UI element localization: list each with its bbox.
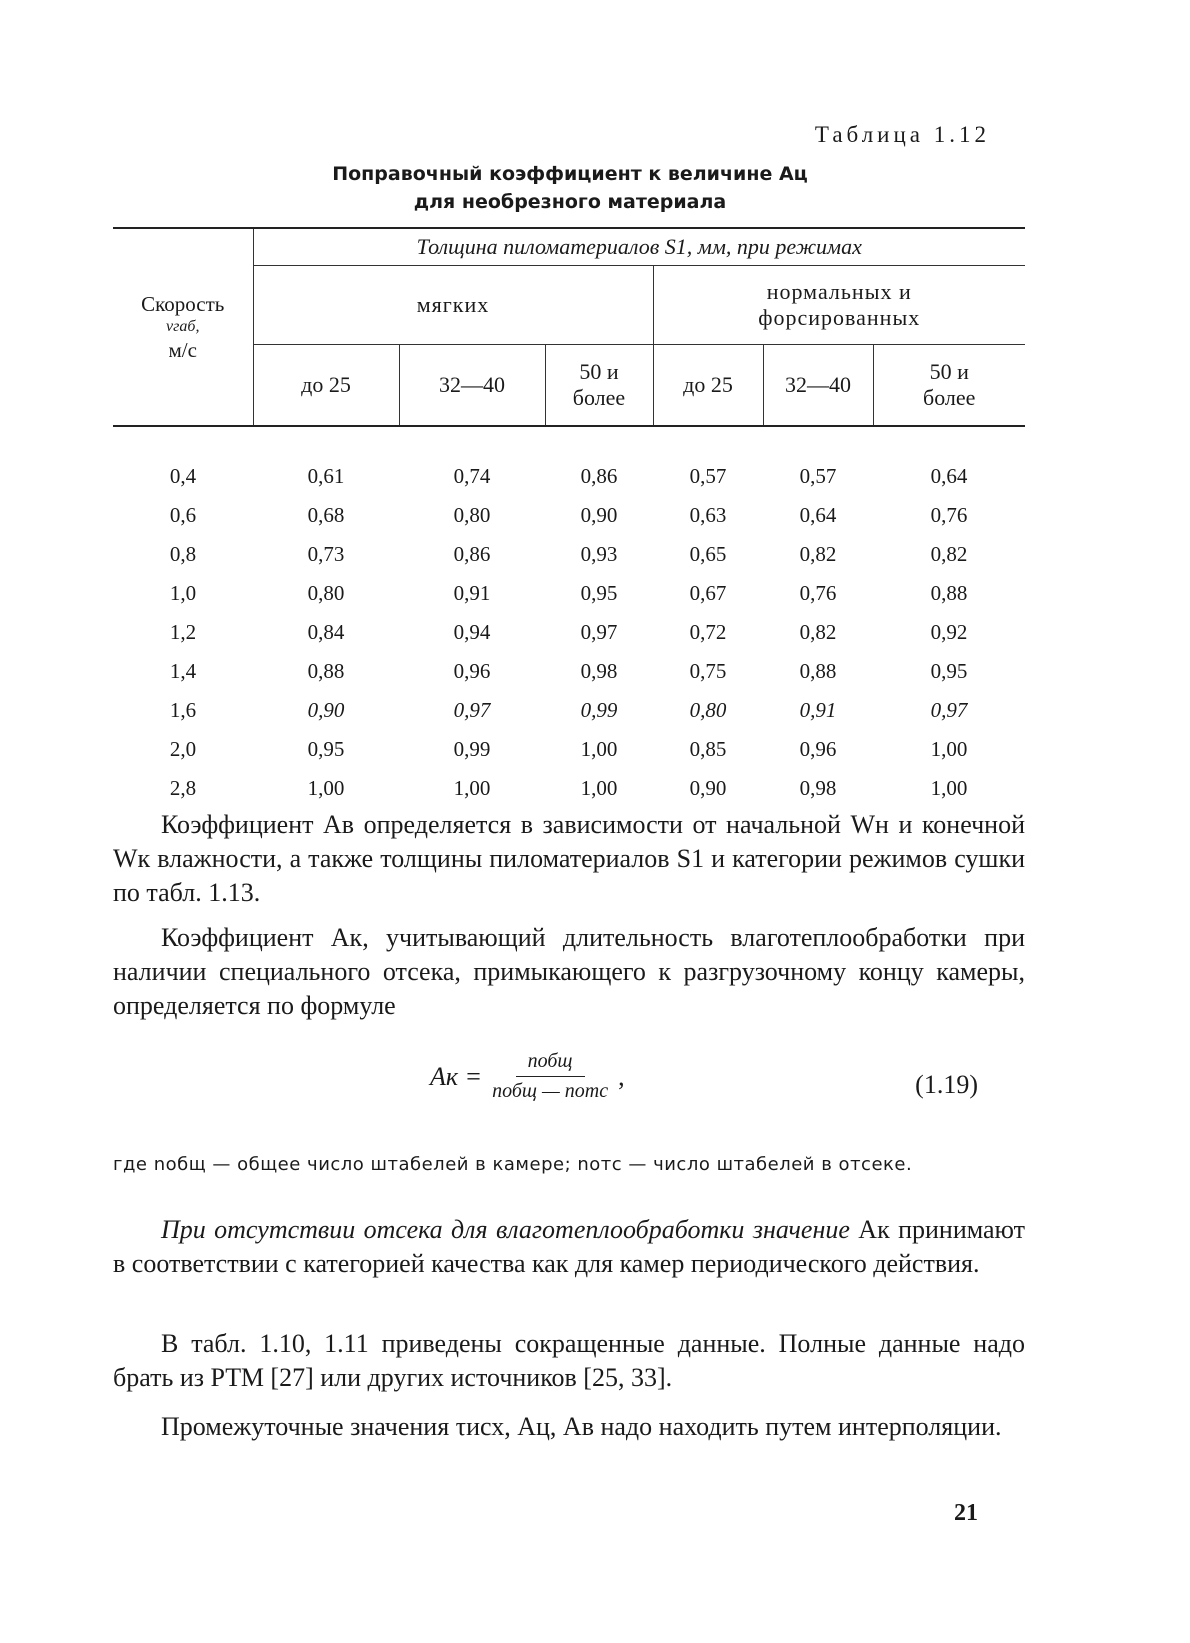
coefficient-cell: 0,76 bbox=[930, 503, 968, 527]
coefficient-cell: 0,99 bbox=[580, 698, 618, 722]
coefficient-cell: 1,00 bbox=[580, 776, 618, 800]
coefficient-cell: 0,96 bbox=[799, 737, 837, 761]
coefficient-cell: 0,68 bbox=[307, 503, 345, 527]
paragraph-italic-part: При отсутствии отсека для влаготеплообработки значение bbox=[161, 1215, 850, 1244]
coefficient-cell: 0,90 bbox=[307, 698, 345, 722]
coefficient-cell: 0,72 bbox=[689, 620, 727, 644]
coefficient-cell: 0,95 bbox=[930, 659, 968, 683]
coefficient-cell: 0,88 bbox=[799, 659, 837, 683]
coefficient-cell: 0,98 bbox=[580, 659, 618, 683]
coefficient-cell: 0,73 bbox=[307, 542, 345, 566]
speed-cell: 1,2 bbox=[169, 620, 197, 644]
speed-cell: 2,0 bbox=[169, 737, 197, 761]
speed-label: Скорость bbox=[141, 292, 225, 316]
coefficient-cell: 0,92 bbox=[930, 620, 968, 644]
coefficient-cell: 0,64 bbox=[930, 464, 968, 488]
formula-comma: , bbox=[618, 1061, 625, 1091]
coefficient-cell: 0,96 bbox=[453, 659, 491, 683]
table-caption bbox=[0, 160, 1140, 216]
soft-mode-header: мягких bbox=[253, 266, 653, 345]
coefficient-cell: 0,82 bbox=[799, 542, 837, 566]
speed-cell: 1,0 bbox=[169, 581, 197, 605]
coefficient-cell: 0,97 bbox=[580, 620, 618, 644]
page-number: 21 bbox=[954, 1500, 978, 1526]
correction-table bbox=[113, 227, 1025, 808]
formula-numerator: nобщ bbox=[516, 1050, 585, 1077]
coefficient-cell: 0,97 bbox=[930, 698, 968, 722]
coefficient-cell: 0,85 bbox=[689, 737, 727, 761]
coefficient-cell: 1,00 bbox=[930, 776, 968, 800]
table-row bbox=[113, 496, 1025, 535]
coefficient-cell: 0,88 bbox=[307, 659, 345, 683]
formula-denominator: nобщ — nотс bbox=[492, 1080, 609, 1102]
coefficient-cell: 0,63 bbox=[689, 503, 727, 527]
coefficient-cell: 0,95 bbox=[580, 581, 618, 605]
formula-1-19 bbox=[430, 1050, 625, 1103]
paragraph-coefficient-av: Коэффициент Aв определяется в зависимости от начальной Wн и конечной Wк влажности, а также толщины пиломатериалов S1 и категории режимов сушки по табл. 1.13. bbox=[113, 810, 1025, 907]
coefficient-cell: 0,94 bbox=[453, 620, 491, 644]
paragraph-coefficient-ak: Коэффициент Aк, учитывающий длительность влаготеплообработки при наличии специального отсека, примыкающего к разгрузочному концу камеры, определяется по формуле bbox=[113, 923, 1025, 1020]
speed-cell: 0,6 bbox=[169, 503, 197, 527]
table-row bbox=[113, 691, 1025, 730]
coefficient-cell: 0,97 bbox=[453, 698, 491, 722]
speed-unit: м/с bbox=[168, 338, 197, 362]
speed-cell: 2,8 bbox=[169, 776, 197, 800]
coefficient-cell: 0,74 bbox=[453, 464, 491, 488]
paragraph-references: В табл. 1.10, 1.11 приведены сокращенные данные. Полные данные надо брать из РТМ [27] или других источников [25, 33]. bbox=[113, 1329, 1025, 1392]
coefficient-cell: 0,91 bbox=[799, 698, 837, 722]
formula-number: (1.19) bbox=[915, 1070, 978, 1099]
coefficient-cell: 0,76 bbox=[799, 581, 837, 605]
table-row bbox=[113, 457, 1025, 496]
speed-cell: 0,8 bbox=[169, 542, 197, 566]
table-row bbox=[113, 730, 1025, 769]
speed-cell: 1,6 bbox=[169, 698, 197, 722]
coefficient-cell: 1,00 bbox=[580, 737, 618, 761]
normal-line-1: нормальных и bbox=[766, 279, 912, 304]
coefficient-cell: 0,80 bbox=[307, 581, 345, 605]
speed-cell: 1,4 bbox=[169, 659, 197, 683]
normal-mode-header bbox=[653, 266, 1025, 345]
table-row bbox=[113, 574, 1025, 613]
coefficient-cell: 0,65 bbox=[689, 542, 727, 566]
coefficient-cell: 0,75 bbox=[689, 659, 727, 683]
coefficient-cell: 1,00 bbox=[453, 776, 491, 800]
coefficient-cell: 0,98 bbox=[799, 776, 837, 800]
table-row bbox=[113, 652, 1025, 691]
coefficient-cell: 1,00 bbox=[930, 737, 968, 761]
paragraph-rest: Aк принимают в соответствии с категорией качества как для камер периодического действия. bbox=[113, 1215, 1026, 1278]
coefficient-cell: 0,82 bbox=[799, 620, 837, 644]
coefficient-cell: 0,90 bbox=[580, 503, 618, 527]
caption-line-2: для необрезного материала bbox=[413, 191, 727, 213]
coefficient-cell: 0,84 bbox=[307, 620, 345, 644]
table-row bbox=[113, 535, 1025, 574]
coefficient-cell: 0,90 bbox=[689, 776, 727, 800]
coefficient-cell: 0,86 bbox=[580, 464, 618, 488]
formula-legend: где nобщ — общее число штабелей в камере; nотс — число штабелей в отсеке. bbox=[113, 1154, 913, 1175]
sub-header: 50 и более bbox=[545, 345, 653, 427]
coefficient-cell: 0,93 bbox=[580, 542, 618, 566]
coefficient-cell: 0,86 bbox=[453, 542, 491, 566]
coefficient-cell: 0,64 bbox=[799, 503, 837, 527]
sub-header: 32—40 bbox=[399, 345, 545, 427]
sub-header: 32—40 bbox=[763, 345, 873, 427]
coefficient-cell: 0,91 bbox=[453, 581, 491, 605]
coefficient-cell: 0,57 bbox=[799, 464, 837, 488]
speed-symbol: vгаб, bbox=[166, 318, 200, 335]
coefficient-cell: 0,61 bbox=[307, 464, 345, 488]
coefficient-cell: 0,80 bbox=[453, 503, 491, 527]
coefficient-cell: 0,95 bbox=[307, 737, 345, 761]
sub-header: до 25 bbox=[253, 345, 399, 427]
coefficient-cell: 1,00 bbox=[307, 776, 345, 800]
table-row bbox=[113, 769, 1025, 808]
table-row bbox=[113, 613, 1025, 652]
speed-cell: 0,4 bbox=[169, 464, 197, 488]
sub-header: до 25 bbox=[653, 345, 763, 427]
caption-line-1: Поправочный коэффициент к величине Aц bbox=[332, 163, 808, 185]
formula-fraction bbox=[492, 1050, 608, 1103]
paragraph-no-section bbox=[113, 1213, 1025, 1281]
normal-line-2: форсированных bbox=[758, 305, 921, 330]
coefficient-cell: 0,88 bbox=[930, 581, 968, 605]
speed-header bbox=[113, 228, 253, 426]
thickness-header: Толщина пиломатериалов S1, мм, при режимах bbox=[253, 228, 1025, 266]
table-label: Таблица 1.12 bbox=[814, 122, 990, 147]
coefficient-cell: 0,67 bbox=[689, 581, 727, 605]
paragraph-interpolation: Промежуточные значения τисх, Aц, Aв надо находить путем интерполяции. bbox=[161, 1412, 1002, 1441]
formula-lhs: Aк = bbox=[430, 1061, 483, 1091]
coefficient-cell: 0,99 bbox=[453, 737, 491, 761]
coefficient-cell: 0,80 bbox=[689, 698, 727, 722]
sub-header: 50 и более bbox=[873, 345, 1025, 427]
coefficient-cell: 0,82 bbox=[930, 542, 968, 566]
coefficient-cell: 0,57 bbox=[689, 464, 727, 488]
